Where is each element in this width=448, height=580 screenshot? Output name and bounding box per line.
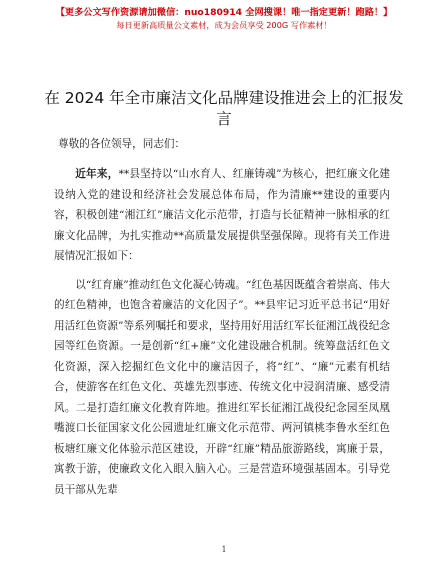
greeting: 尊敬的各位领导，同志们： [58,138,186,150]
promo-banner-line-2: 每日更新高质量公文素材，成为会员享受 200G 写作素材！ [116,20,332,30]
document-body [54,136,390,508]
promo-banner-line-1: 【更多公文写作资源请加微信：nuo180914 全网搜课！唯一指定更新！跑路！】 [55,7,393,18]
document-title: 在 2024 年全市廉洁文化品牌建设推进会上的汇报发言 [44,89,404,128]
paragraph-intro-lead: 近年来， [75,168,119,180]
paragraph-intro [54,164,390,267]
page-number: 1 [221,545,227,554]
promo-banner [0,6,448,31]
paragraph-red-culture: 以“红育廉”推动红色文化凝心铸魂。“红色基因既蕴含着崇高、伟大的红色精神，也饱含着廉洁的文化因子”。**县牢记习近平总书记“用好用活红色资源”等系列嘱托和要求，坚持用好用活红军长征湘江战役纪念园等红色资源。一是创新“红+廉”文化建设融合机制。统筹盘活红色文化资源，深入挖掘红色文化中的廉洁因子，将“红”、“廉”元素有机结合，使游客在红色文化、英雄先烈事迹、传统文化中浸润清廉、感受清风。二是打造红廉文化教育阵地。推进红军长征湘江战役纪念园至凤凰嘴渡口长征国家文化公园遗址红廉文化示范带、两河镇桃李鲁水至红色板塘红廉文化体验示范区建设，开辟“红廉”精品旅游路线，寓廉于景，寓教于游，使廉政文化入眼入脑入心。三是营造环境强基固本。引导党员干部从先辈 [54,278,390,496]
paragraph-intro-text: **县坚持以“山水育人、红廉铸魂”为核心，把红廉文化建设纳入党的建设和经济社会发展总体布局，作为清廉**建设的重要内容，积极创建“湘江红”廉洁文化示范带，打造与长征精神一脉相承的红廉文化品牌，为扎实推动**高质量发展提供坚强保障。现将有关工作进展情况汇报如下： [54,168,390,262]
